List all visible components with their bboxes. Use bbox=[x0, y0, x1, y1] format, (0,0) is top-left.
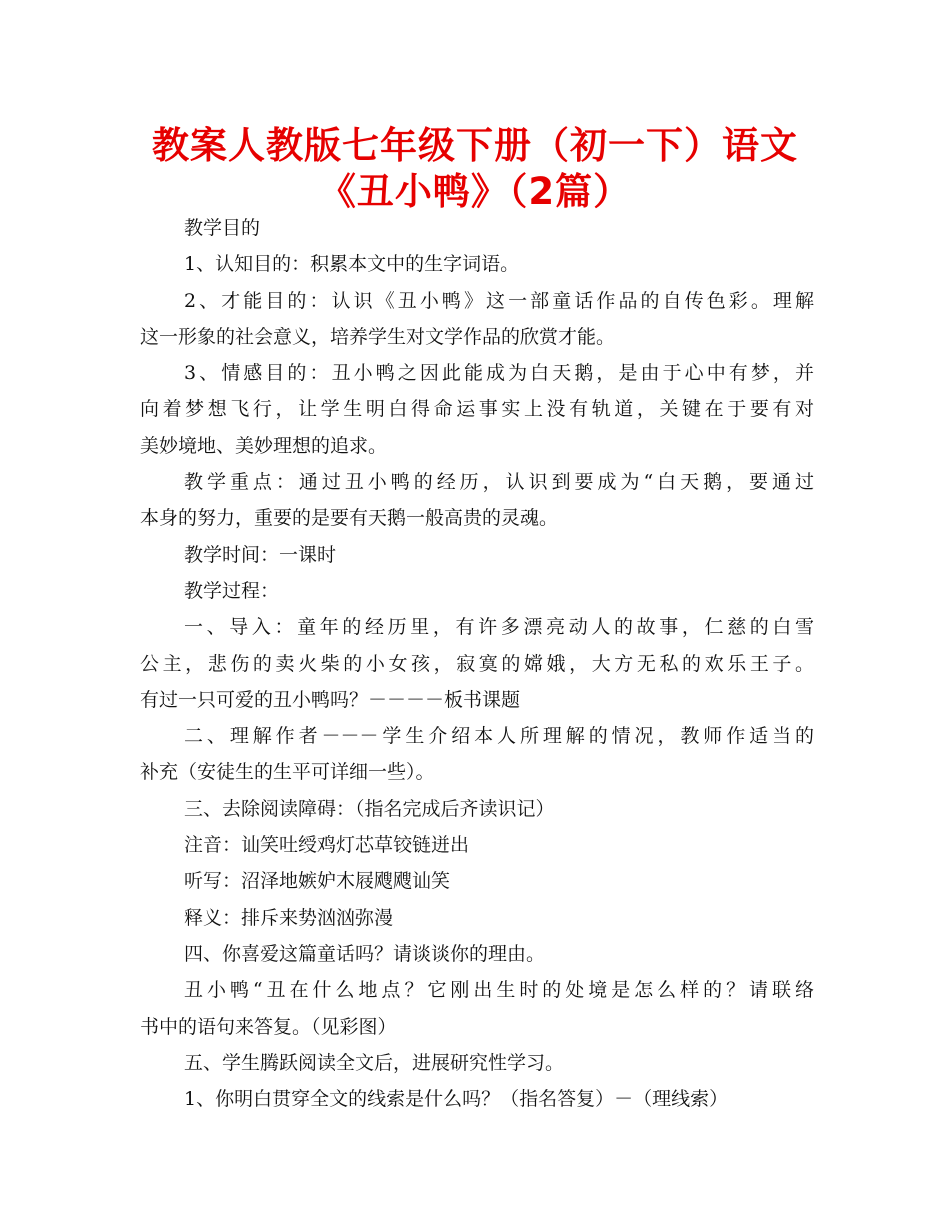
text-line: 1、认知目的：积累本文中的生字词语。 bbox=[184, 253, 520, 276]
text-line: 公主，悲伤的卖火柴的小女孩，寂寞的嫦娥，大方无私的欢乐王子。 bbox=[140, 652, 814, 675]
text-line: 教学目的 bbox=[184, 217, 261, 239]
text-line: 1、你明白贯穿全文的线索是什么吗？（指名答复）－（理线索） bbox=[184, 1088, 729, 1111]
text-line: 五、学生腾跃阅读全文后，进展研究性学习。 bbox=[184, 1051, 565, 1074]
text-line: 美妙境地、美妙理想的追求。 bbox=[140, 434, 388, 457]
text-line: 补充（安徒生的生平可详细一些）。 bbox=[140, 761, 435, 784]
text-line: 这一形象的社会意义，培养学生对文学作品的欣赏才能。 bbox=[140, 325, 616, 348]
document-title-line-1: 教案人教版七年级下册（初一下）语文 bbox=[152, 124, 798, 167]
text-line: 一、导入：童年的经历里，有许多漂亮动人的故事，仁慈的白雪 bbox=[184, 616, 814, 639]
text-line: 听写：沼泽地嫉妒木屐飕飕讪笑 bbox=[184, 870, 451, 893]
text-line: 教学时间：一课时 bbox=[184, 543, 337, 566]
text-line: 教学重点：通过丑小鸭的经历，认识到要成为“白天鹅，要通过 bbox=[184, 471, 814, 494]
text-line: 书中的语句来答复。（见彩图） bbox=[140, 1015, 397, 1038]
text-line: 2、才能目的：认识《丑小鸭》这一部童话作品的自传色彩。理解 bbox=[184, 289, 814, 312]
text-line: 3、情感目的：丑小鸭之因此能成为白天鹅，是由于心中有梦，并 bbox=[184, 362, 814, 385]
text-line: 丑小鸭“丑在什么地点？它刚出生时的处境是怎么样的？请联络 bbox=[184, 979, 814, 1002]
text-line: 有过一只可爱的丑小鸭吗？－－－－板书课题 bbox=[140, 688, 521, 711]
text-line: 注音：讪笑吐绶鸡灯芯草铰链迸出 bbox=[184, 834, 470, 857]
document-title-line-2: 《丑小鸭》（2篇） bbox=[318, 170, 632, 213]
text-line: 本身的努力，重要的是要有天鹅一般高贵的灵魂。 bbox=[140, 507, 559, 530]
document-body bbox=[140, 210, 814, 1117]
text-line: 三、去除阅读障碍：（指名完成后齐读识记） bbox=[184, 797, 555, 820]
text-line: 向着梦想飞行，让学生明白得命运事实上没有轨道，关键在于要有对 bbox=[140, 398, 814, 421]
text-line: 教学过程： bbox=[184, 579, 280, 602]
text-line: 四、你喜爱这篇童话吗？请谈谈你的理由。 bbox=[184, 942, 546, 965]
text-line: 二、理解作者－－－学生介绍本人所理解的情况，教师作适当的 bbox=[184, 725, 814, 748]
text-line: 释义：排斥来势汹汹弥漫 bbox=[184, 906, 394, 929]
